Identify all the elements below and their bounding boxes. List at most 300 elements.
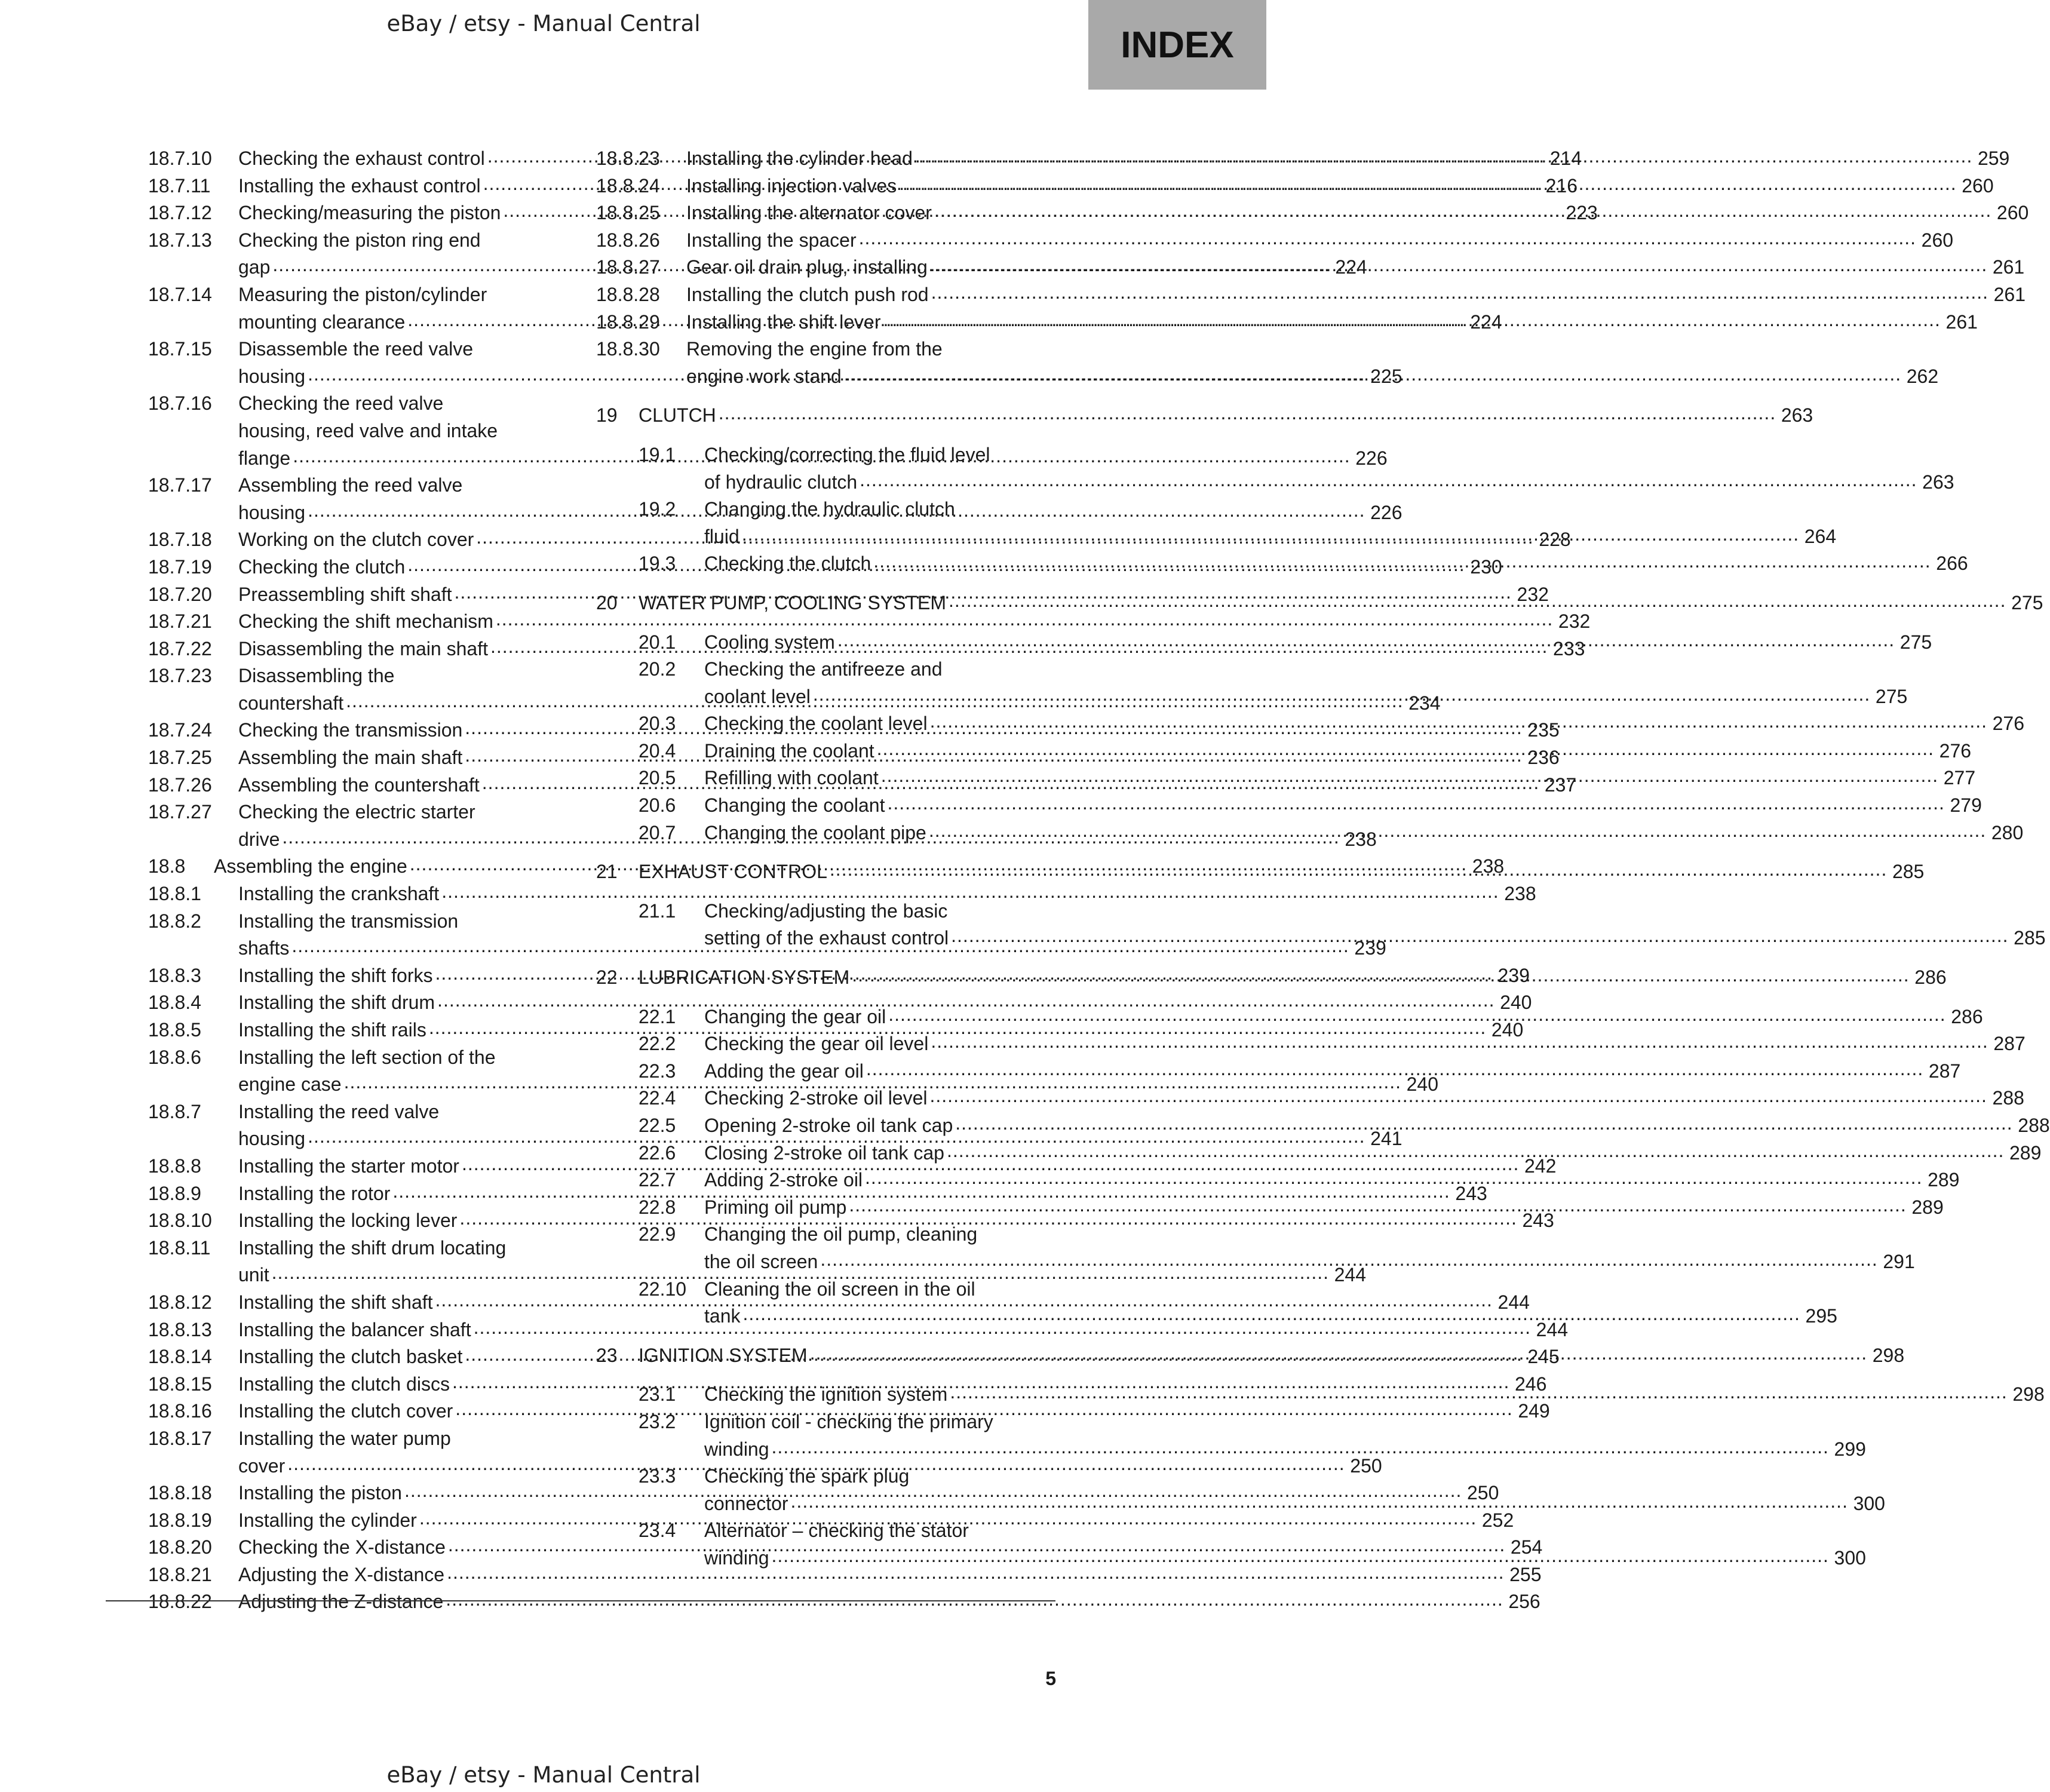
toc-entry-number: 18.7.12 [148, 202, 212, 224]
toc-entry-number: 18.8.30 [596, 338, 660, 360]
toc-entry-title: Opening 2-stroke oil tank cap [704, 1115, 953, 1136]
toc-entry-title: Checking the gear oil level [704, 1033, 929, 1055]
toc-entry-number: 18.7.17 [148, 474, 212, 496]
toc-entry-title: Installing the clutch push rod [686, 283, 929, 305]
toc-entry-page: 275 [1899, 631, 1932, 653]
toc-entry-title: housing [238, 365, 306, 387]
dot-leader [859, 225, 1916, 252]
toc-entry-page: 234 [1408, 692, 1441, 714]
toc-entry-title: gap [238, 256, 271, 278]
toc-entry-page: 228 [1539, 529, 1571, 551]
toc-entry-title-line: Checking the antifreeze and [704, 658, 943, 680]
toc-entry-number: 20.2 [639, 658, 676, 680]
toc-entry-page: 287 [1928, 1060, 1961, 1082]
toc-entry-page: 250 [1350, 1455, 1382, 1477]
toc-entry-title-line: Disassembling the [238, 665, 395, 687]
toc-entry-page: 249 [1518, 1400, 1550, 1422]
toc-entry-title: Installing the starter motor [238, 1155, 459, 1177]
toc-entry-title: Installing the shift rails [238, 1019, 426, 1041]
toc-entry-title: Installing the clutch cover [238, 1400, 453, 1422]
toc-entry[interactable] [148, 880, 1536, 908]
dot-leader [947, 1137, 2004, 1165]
toc-entry-number: 18.8.19 [148, 1509, 212, 1531]
toc-entry-title: Checking the clutch [238, 556, 406, 578]
toc-entry-title-line: Installing the water pump [238, 1427, 451, 1449]
toc-entry-page: 238 [1345, 828, 1377, 850]
toc-entry-number: 18.8.5 [148, 1019, 201, 1041]
header-watermark: eBay / etsy - Manual Central [386, 11, 701, 36]
toc-entry-title: Checking 2-stroke oil level [704, 1087, 928, 1109]
toc-entry-title: cover [238, 1455, 286, 1477]
toc-entry-title: Assembling the engine [214, 855, 407, 877]
toc-entry-page: 238 [1472, 855, 1505, 877]
toc-entry-title: Installing the shift drum [238, 992, 435, 1014]
toc-entry-title: LUBRICATION SYSTEM [639, 966, 850, 989]
toc-entry-title: Installing the locking lever [238, 1210, 458, 1232]
toc-entry-number: 22.4 [639, 1087, 676, 1109]
toc-entry-number: 22.7 [639, 1169, 676, 1191]
toc-entry-title: Draining the coolant [704, 739, 874, 762]
toc-entry-page: 286 [1914, 966, 1947, 989]
dot-leader [772, 1542, 1829, 1570]
toc-entry-number: 18.8.21 [148, 1563, 212, 1585]
toc-entry-page: 298 [2012, 1383, 2045, 1406]
dot-leader [883, 306, 1941, 334]
toc-entry-number: 18.8.12 [148, 1291, 212, 1313]
dot-leader [955, 1110, 2012, 1137]
toc-entry-number: 18.8.26 [596, 229, 660, 251]
toc-entry-page: 223 [1566, 202, 1598, 224]
toc-entry-number: 18.8.22 [148, 1591, 212, 1613]
toc-entry-number: 18.8.25 [596, 202, 660, 224]
toc-entry-title: countershaft [238, 692, 344, 714]
toc-entry-title: Preassembling shift shaft [238, 583, 452, 605]
toc-entry-title: Installing the alternator cover [686, 202, 932, 224]
toc-entry-page: 295 [1805, 1305, 1837, 1327]
toc-entry-title: Installing the rotor [238, 1182, 391, 1204]
dot-leader [929, 817, 1986, 845]
toc-entry-title: Working on the clutch cover [238, 529, 474, 551]
toc-entry-page: 264 [1804, 525, 1837, 547]
toc-entry-number: 18.7.27 [148, 801, 212, 823]
toc-entry-page: 256 [1508, 1591, 1540, 1613]
toc-entry-page: 262 [1906, 365, 1939, 387]
toc-entry-title: Checking the transmission [238, 719, 463, 741]
toc-entry-title: fluid [704, 525, 739, 547]
dot-leader [888, 1001, 1945, 1029]
dot-leader [791, 1488, 1848, 1515]
toc-entry-page: 246 [1514, 1373, 1547, 1395]
dot-leader [931, 1028, 1988, 1055]
toc-entry-page: 280 [1991, 821, 2024, 843]
toc-entry-page: 224 [1470, 311, 1502, 333]
toc-entry-number: 20 [596, 591, 618, 613]
toc-entry-title: unit [238, 1264, 269, 1286]
toc-entry-number: 23.3 [639, 1465, 676, 1487]
toc-entry-number: 18.8.20 [148, 1536, 212, 1558]
toc-entry-title: Changing the coolant [704, 794, 885, 817]
toc-entry-number: 19.3 [639, 553, 676, 575]
toc-entry-number: 18.8.18 [148, 1482, 212, 1504]
toc-entry-page: 243 [1455, 1182, 1487, 1204]
toc-entry-page: 260 [1996, 202, 2029, 224]
toc-entry[interactable] [596, 792, 1982, 820]
toc-entry-page: 226 [1370, 501, 1403, 523]
toc-entry-page: 244 [1334, 1264, 1367, 1286]
toc-entry-number: 18.8.11 [148, 1236, 211, 1259]
toc-entry-title-line: Changing the hydraulic clutch [704, 498, 955, 520]
toc-entry-page: 244 [1497, 1291, 1530, 1313]
dot-leader [820, 1246, 1877, 1274]
toc-entry-title-line: Checking the electric starter [238, 801, 475, 823]
dot-leader [742, 521, 1799, 548]
toc-entry-title: Installing the clutch basket [238, 1346, 463, 1368]
toc-entry-page: 285 [1892, 861, 1925, 883]
toc-entry-page: 259 [1977, 148, 2010, 169]
toc-entry-number: 22.1 [639, 1005, 676, 1027]
toc-entry-number: 18.7.18 [148, 529, 212, 551]
toc-entry-title: Changing the gear oil [704, 1005, 886, 1027]
toc-entry-title: flange [238, 447, 291, 469]
toc-entry-page: 298 [1872, 1344, 1905, 1366]
dot-leader [813, 681, 1870, 708]
toc-chapter-entry[interactable] [596, 402, 1813, 429]
toc-entry-title: Changing the coolant pipe [704, 821, 926, 843]
dot-leader [881, 762, 1938, 790]
toc-entry-title-line: Changing the oil pump, cleaning [704, 1223, 978, 1245]
toc-entry[interactable] [596, 227, 1954, 254]
toc-entry-page: 240 [1491, 1019, 1524, 1041]
toc-entry-title: Adjusting the Z-distance [238, 1591, 444, 1613]
toc-entry-title-line: Checking the spark plug [704, 1465, 910, 1487]
dot-leader [742, 1300, 1800, 1328]
toc-entry-title: IGNITION SYSTEM [639, 1344, 808, 1366]
toc-entry-number: 18.8.28 [596, 283, 660, 305]
toc-entry-number: 18.8.29 [596, 311, 660, 333]
toc-entry-number: 18.8.24 [596, 174, 660, 197]
toc-entry-number: 20.5 [639, 767, 676, 789]
toc-entry-page: 288 [1992, 1087, 2024, 1109]
toc-entry-number: 22.5 [639, 1115, 676, 1136]
toc-entry-title: Disassembling the main shaft [238, 637, 488, 659]
toc-entry-page: 275 [1875, 685, 1908, 707]
toc-entry-title-line: Checking the piston ring end [238, 229, 481, 251]
toc-entry-number: 18.8.14 [148, 1346, 212, 1368]
dot-leader [915, 143, 1972, 170]
toc-entry-number: 18.8.17 [148, 1427, 212, 1449]
dot-leader [949, 587, 2006, 615]
toc-entry-number: 18.8.16 [148, 1400, 212, 1422]
toc-entry-page: 286 [1951, 1005, 1983, 1027]
toc-entry-title: Installing injection valves [686, 174, 897, 197]
dot-leader [873, 548, 1931, 575]
toc-entry-title: Checking/measuring the piston [238, 202, 501, 224]
toc-entry-page: 225 [1370, 365, 1403, 387]
toc-entry-page: 235 [1527, 719, 1560, 741]
toc-entry-title-line: Installing the reed valve [238, 1100, 440, 1122]
toc-entry-title: housing [238, 501, 306, 523]
toc-entry-number: 18.7.21 [148, 610, 212, 633]
toc-entry-number: 18.8.6 [148, 1046, 201, 1068]
toc-entry-title: coolant level [704, 685, 811, 707]
toc-entry-page: 299 [1834, 1438, 1866, 1460]
toc-entry-page: 255 [1509, 1563, 1542, 1585]
dot-leader [930, 251, 1987, 279]
toc-entry-title-line: Removing the engine from the [686, 338, 943, 360]
toc-entry-number: 18.7.24 [148, 719, 212, 741]
dot-leader [950, 1379, 2007, 1406]
dot-leader [844, 361, 1901, 388]
toc-entry-title-line: Installing the shift drum locating [238, 1236, 507, 1259]
toc-entry-number: 18.7.25 [148, 747, 212, 769]
toc-entry-title: Installing the balancer shaft [238, 1318, 471, 1340]
toc-entry-title-line: Ignition coil - checking the primary [704, 1410, 993, 1432]
toc-entry-number: 18.7.19 [148, 556, 212, 578]
toc-entry-page: 263 [1922, 471, 1954, 493]
toc-entry-title: setting of the exhaust control [704, 927, 949, 949]
toc-entry-title-line: housing, reed valve and intake [238, 419, 498, 441]
toc-entry-number: 22.2 [639, 1033, 676, 1055]
dot-leader [852, 962, 1909, 989]
toc-entry-page: 287 [1993, 1033, 2026, 1055]
toc-entry-title: WATER PUMP, COOLING SYSTEM [639, 591, 947, 613]
toc-entry-title: engine case [238, 1073, 342, 1096]
toc-entry[interactable] [596, 281, 2026, 309]
toc-entry-number: 18.8.10 [148, 1210, 212, 1232]
toc-entry-number: 20.1 [639, 631, 676, 653]
toc-entry-number: 18.8.7 [148, 1100, 201, 1122]
toc-entry-page: 279 [1950, 794, 1982, 817]
toc-entry-title: Installing the exhaust control [238, 174, 481, 197]
toc-entry-title: mounting clearance [238, 311, 406, 333]
dot-leader [810, 1340, 1867, 1367]
toc-entry-page: 289 [2009, 1142, 2042, 1164]
toc-entry-number: 18.7.26 [148, 774, 212, 796]
toc-entry-page: 266 [1936, 553, 1968, 575]
toc-entry-page: 252 [1481, 1509, 1514, 1531]
toc-entry-number: 22.9 [639, 1223, 676, 1245]
toc-entry-page: 276 [1939, 739, 1972, 762]
toc-entry-page: 237 [1544, 774, 1577, 796]
toc-entry-page: 275 [2011, 591, 2043, 613]
toc-entry-page: 224 [1335, 256, 1367, 278]
toc-entry-title-line: Checking the reed valve [238, 392, 444, 415]
toc-entry-title: Refilling with coolant [704, 767, 879, 789]
toc-entry-title-line: Checking/correcting the fluid level [704, 443, 990, 465]
toc-entry-page: 288 [2018, 1115, 2050, 1136]
toc-entry-number: 22 [596, 966, 618, 989]
toc-entry-page: 260 [1921, 229, 1954, 251]
dot-leader [865, 1164, 1922, 1192]
dot-leader [951, 922, 2008, 950]
toc-entry-page: 263 [1781, 404, 1813, 426]
toc-entry-page: 289 [1928, 1169, 1960, 1191]
dot-leader [887, 790, 1944, 817]
toc-entry-title-line: Installing the transmission [238, 910, 459, 932]
toc-entry-number: 20.7 [639, 821, 676, 843]
toc-entry-title: Installing the shift forks [238, 964, 433, 986]
toc-entry-title: Installing the spacer [686, 229, 857, 251]
toc-entry-page: 277 [1943, 767, 1976, 789]
toc-entry-title: Checking the shift mechanism [238, 610, 493, 633]
toc-entry-title-line: Assembling the reed valve [238, 474, 463, 496]
toc-entry-number: 18.8.27 [596, 256, 660, 278]
toc-entry-number: 18.8.4 [148, 992, 201, 1014]
toc-entry-page: 233 [1553, 637, 1585, 659]
toc-entry-number: 18.8.15 [148, 1373, 212, 1395]
toc-entry-number: 18.8 [148, 855, 186, 877]
toc-entry-title: Adding 2-stroke oil [704, 1169, 863, 1191]
toc-entry-title: CLUTCH [639, 404, 716, 426]
dot-leader [830, 856, 1887, 883]
toc-entry-title: Checking the X-distance [238, 1536, 446, 1558]
dot-leader [877, 735, 1934, 763]
toc-entry[interactable] [148, 608, 1591, 636]
footer-divider [106, 1600, 1055, 1601]
toc-entry-page: 239 [1354, 937, 1386, 959]
toc-entry-page: 232 [1558, 610, 1591, 633]
toc-entry-title: Checking the clutch [704, 553, 871, 575]
toc-entry-page: 240 [1406, 1073, 1438, 1096]
toc-entry[interactable] [148, 1561, 1542, 1589]
toc-entry-title: Installing the clutch discs [238, 1373, 450, 1395]
toc-entry-page: 236 [1527, 747, 1560, 769]
toc-entry-title: winding [704, 1438, 769, 1460]
toc-entry-number: 23.1 [639, 1383, 676, 1406]
dot-leader [934, 197, 1991, 225]
toc-entry-title: of hydraulic clutch [704, 471, 858, 493]
toc-entry-number: 20.4 [639, 739, 676, 762]
dot-leader [930, 708, 1987, 735]
toc-entry-title-line: Measuring the piston/cylinder [238, 283, 487, 305]
toc-entry-title: drive [238, 828, 280, 850]
page-number: 5 [1045, 1668, 1056, 1689]
toc-entry-number: 20.3 [639, 713, 676, 735]
toc-entry-title: Installing the cylinder head [686, 148, 913, 169]
toc-entry-title: Adjusting the X-distance [238, 1563, 445, 1585]
toc-entry-number: 18.8.23 [596, 148, 660, 169]
toc-entry-title: Assembling the countershaft [238, 774, 480, 796]
toc-entry-number: 22.6 [639, 1142, 676, 1164]
toc-entry-number: 18.8.3 [148, 964, 201, 986]
toc-entry-page: 240 [1500, 992, 1532, 1014]
toc-entry-page: 254 [1510, 1536, 1543, 1558]
toc-entry-number: 18.8.13 [148, 1318, 212, 1340]
dot-leader [719, 400, 1776, 427]
toc-entry-page: 300 [1834, 1546, 1866, 1569]
toc-entry-page: 291 [1883, 1250, 1915, 1272]
toc-entry[interactable] [596, 1085, 2024, 1112]
toc-entry[interactable] [148, 1317, 1568, 1344]
toc-entry-page: 300 [1853, 1492, 1885, 1514]
toc-entry-title-line: Disassemble the reed valve [238, 338, 474, 360]
toc-entry-page: 214 [1549, 148, 1582, 169]
toc-entry-page: 232 [1517, 583, 1549, 605]
toc-entry-title: Checking the ignition system [704, 1383, 948, 1406]
toc-entry-page: 285 [2014, 927, 2046, 949]
toc-entry-page: 260 [1962, 174, 1994, 197]
toc-entry-number: 18.8.9 [148, 1182, 201, 1204]
toc-entry-title: Installing the cylinder [238, 1509, 417, 1531]
toc-entry-number: 18.7.13 [148, 229, 212, 251]
dot-leader [849, 1192, 1906, 1219]
toc-entry-number: 18.8.8 [148, 1155, 201, 1177]
toc-entry-number: 18.7.20 [148, 583, 212, 605]
toc-entry-title: housing [238, 1128, 306, 1150]
toc-entry-number: 22.3 [639, 1060, 676, 1082]
dot-leader [866, 1055, 1923, 1083]
toc-entry-title: connector [704, 1492, 788, 1514]
toc-entry-number: 19.2 [639, 498, 676, 520]
toc-entry-number: 18.7.15 [148, 338, 212, 360]
toc-entry-number: 23 [596, 1344, 618, 1366]
toc-entry-page: 261 [1993, 283, 2026, 305]
toc-entry-number: 23.2 [639, 1410, 676, 1432]
toc-entry-number: 18.7.22 [148, 637, 212, 659]
toc-entry-page: 216 [1545, 174, 1578, 197]
toc-entry-page: 276 [1992, 713, 2024, 735]
dot-leader [772, 1434, 1829, 1461]
toc-entry-title-line: Checking/adjusting the basic [704, 900, 948, 922]
toc-entry-number: 20.6 [639, 794, 676, 817]
toc-entry-title: Gear oil drain plug, installing [686, 256, 928, 278]
toc-entry-title: tank [704, 1305, 741, 1327]
toc-entry-title: Cooling system [704, 631, 835, 653]
toc-entry-page: 239 [1497, 964, 1530, 986]
toc-entry-title-line: Alternator – checking the stator [704, 1520, 969, 1542]
toc-entry[interactable] [148, 1588, 1540, 1616]
toc-entry-number: 19.1 [639, 443, 676, 465]
toc-entry-page: 244 [1536, 1318, 1568, 1340]
toc-entry-title: engine work stand [686, 365, 842, 387]
toc-entry-page: 241 [1370, 1128, 1403, 1150]
toc-entry-page: 261 [1992, 256, 2025, 278]
toc-entry-title: the oil screen [704, 1250, 818, 1272]
toc-entry-number: 22.10 [639, 1278, 687, 1300]
toc-entry-title: Assembling the main shaft [238, 747, 463, 769]
toc-entry-title: EXHAUST CONTROL [639, 861, 827, 883]
toc-entry-page: 245 [1527, 1346, 1560, 1368]
toc-entry-number: 23.4 [639, 1520, 676, 1542]
toc-entry-title: Installing the piston [238, 1482, 402, 1504]
toc-entry-title: Priming oil pump [704, 1196, 847, 1218]
dot-leader [930, 1082, 1987, 1110]
toc-entry-title-line: Installing the left section of the [238, 1046, 496, 1068]
toc-entry-title: Closing 2-stroke oil tank cap [704, 1142, 944, 1164]
toc-entry-title-line: Cleaning the oil screen in the oil [704, 1278, 975, 1300]
toc-entry-page: 230 [1470, 556, 1502, 578]
toc-entry-number: 18.7.10 [148, 148, 212, 169]
toc-entry-page: 261 [1945, 311, 1978, 333]
index-tab[interactable]: INDEX [1088, 0, 1266, 90]
toc-entry-title: Installing the crankshaft [238, 883, 440, 905]
toc-entry-page: 242 [1524, 1155, 1557, 1177]
dot-leader [860, 467, 1917, 494]
toc-entry-page: 226 [1355, 447, 1388, 469]
toc-entry-title: Checking the coolant level [704, 713, 928, 735]
toc-entry-title: Checking the exhaust control [238, 148, 485, 169]
toc-entry-number: 19 [596, 404, 618, 426]
toc-entry-title: winding [704, 1546, 769, 1569]
toc-entry-number: 18.7.23 [148, 665, 212, 687]
toc-entry-title: Installing the shift lever [686, 311, 881, 333]
toc-entry-number: 21 [596, 861, 618, 883]
toc-entry-page: 243 [1522, 1210, 1554, 1232]
toc-entry-number: 18.8.2 [148, 910, 201, 932]
dot-leader [837, 627, 1895, 654]
toc-entry-number: 18.7.14 [148, 283, 212, 305]
toc-entry-page: 238 [1504, 883, 1536, 905]
